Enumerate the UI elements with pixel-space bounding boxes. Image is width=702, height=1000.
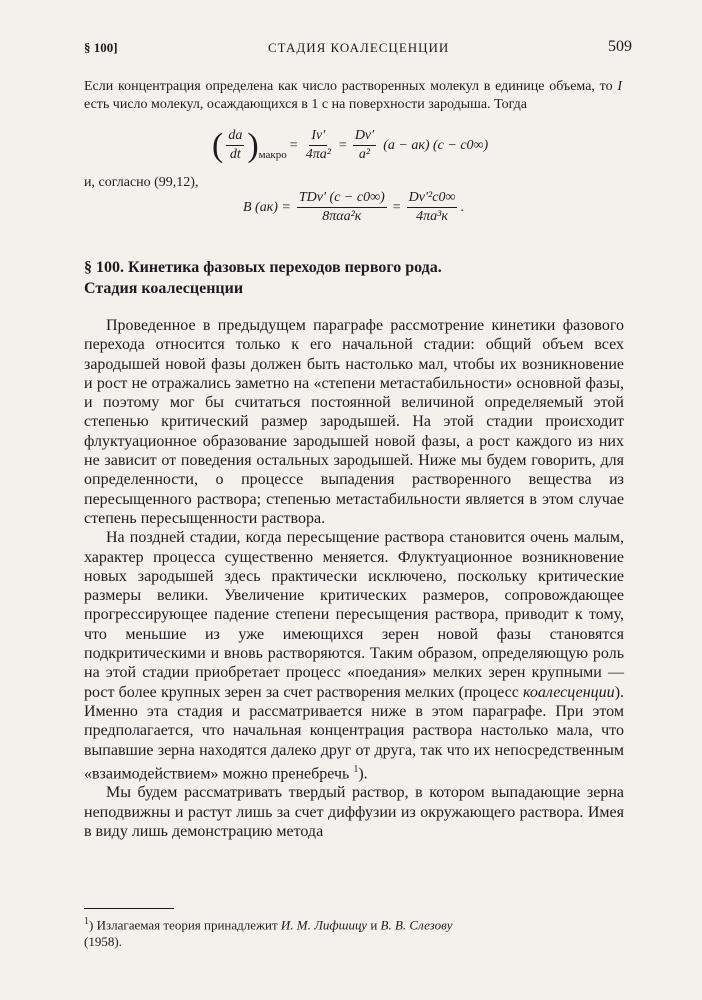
- intro-text-part1: Если концентрация определена как число растворенных молекул в единице объема, то: [84, 79, 613, 94]
- paragraph-2: [84, 528, 624, 783]
- paren-open: (: [212, 126, 224, 164]
- eq1-lhs-sub: макро: [258, 148, 287, 161]
- page-number: 509: [608, 38, 632, 55]
- equation-1: [212, 128, 488, 163]
- section-heading: [84, 257, 624, 299]
- eq1-tail: (a − aк) (c − c0∞): [383, 137, 489, 153]
- eq1-equals-2: =: [338, 137, 347, 153]
- paren-close: ): [247, 126, 259, 164]
- footnote-author-1: И. М. Лифшицу: [280, 917, 368, 933]
- eq2-fraction-1: [297, 190, 387, 225]
- section-heading-line2: Стадия коалесценции: [84, 280, 244, 297]
- footnote-text: ) Излагаемая теория принадлежит: [89, 917, 278, 933]
- eq2-fraction-2: [407, 190, 458, 225]
- footnote-year: (1958).: [84, 934, 122, 950]
- eq2-f1-den: 8παa²к: [322, 209, 362, 224]
- eq1-f1-den: 4πa²: [305, 147, 331, 162]
- paragraph-2-part2: ). Именно эта стадия и рассматривается ниже в этом параграфе. При этом предполагается, что начальная концентрация раствора настолько мала, что выпавшие зерна находятся далеко друг от друга, так что их непосредственным «взаимодействием» можно пренебречь: [84, 683, 625, 783]
- eq1-f2-den: a²: [358, 147, 371, 162]
- eq1-lhs-den: dt: [229, 147, 241, 162]
- eq1-fraction-1: [304, 128, 333, 163]
- eq2-equals: =: [392, 199, 401, 215]
- intro-text: [84, 78, 622, 113]
- running-title: СТАДИЯ КОАЛЕСЦЕНЦИИ: [268, 40, 450, 55]
- eq2-period: .: [460, 199, 464, 215]
- eq1-f2-num: Dv′: [353, 128, 376, 146]
- eq1-lhs-num: da: [226, 128, 244, 146]
- eq1-equals-1: =: [289, 137, 298, 153]
- paragraph-3: Мы будем рассматривать твердый раствор, в котором выпадающие зерна неподвижны и растут лишь за счет диффузии из окружающего раствора. Имея в виду лишь демонстрацию метода: [84, 784, 624, 841]
- equation-2: [243, 190, 464, 225]
- eq2-f2-num: Dv′²c0∞: [407, 190, 458, 208]
- eq2-f1-num: TDv′ (c − c0∞): [297, 190, 387, 208]
- eq2-f2-den: 4πa³к: [416, 209, 448, 224]
- paragraph-2-part1: На поздней стадии, когда пересыщение раствора становится очень малым, характер процесса существенно меняется. Флуктуационное возникновение новых зародышей здесь практически исключено, поскольку критические размеры велики. Увеличение критических размеров, сопровождающее прогрессирующее падение степени пересыщения раствора, приводит к тому, что меньшие из уже имеющихся зерен новой фазы становятся подкритическими и вновь растворяются. Таким образом, определяющую роль на этой стадии приобретает процесс «поедания» мелких зерен крупными — рост более крупных зерен за счет растворения мелких (процесс: [84, 529, 624, 701]
- eq1-f1-num: Iv′: [309, 128, 327, 146]
- footnote-ref: 1: [353, 763, 359, 775]
- paragraph-1: Проведенное в предыдущем параграфе рассмотрение кинетики фазового перехода относится только к его начальной стадии: общий объем всех зародышей новой фазы должен быть настолько мал, чтобы их возникновение и рост не отражались заметно на «степени метастабильности» основной фазы, и поэтому мог бы считаться постоянной величиной определяемый этой степенью критический размер зародышей. На этой стадии происходит флуктуационное образование зародышей новой фазы, а рост каждого из них не зависит от поведения остальных зародышей. Ниже мы будем говорить, для определенности, о процессе выпадения растворенного вещества из пересыщенного раствора; степенью метастабильности является в этом случае степень пересыщенности раствора.: [84, 317, 624, 527]
- paragraph-2-part3: ).: [358, 765, 368, 783]
- term-coalescence: коалесценции: [523, 683, 615, 701]
- footnote-author-2: В. В. Слезову: [380, 917, 453, 933]
- eq2-lhs: B (aк) =: [243, 199, 291, 215]
- section-heading-line1: § 100. Кинетика фазовых переходов первого рода.: [84, 259, 442, 276]
- body-paragraphs: [84, 316, 624, 841]
- intro-text-part2: есть число молекул, осаждающихся в 1 с на поверхности зародыша. Тогда: [84, 96, 527, 112]
- intro-mid-text: и, согласно (99,12),: [84, 175, 199, 190]
- footnote: [84, 913, 622, 950]
- footnote-and: и: [370, 917, 378, 933]
- header-section-ref: § 100]: [84, 40, 118, 55]
- intro-symbol-I: I: [617, 79, 623, 94]
- footnote-rule: [84, 908, 174, 909]
- eq1-fraction-2: [353, 128, 376, 163]
- eq1-lhs-fraction: [226, 128, 244, 163]
- footnote-mark: 1: [84, 916, 89, 927]
